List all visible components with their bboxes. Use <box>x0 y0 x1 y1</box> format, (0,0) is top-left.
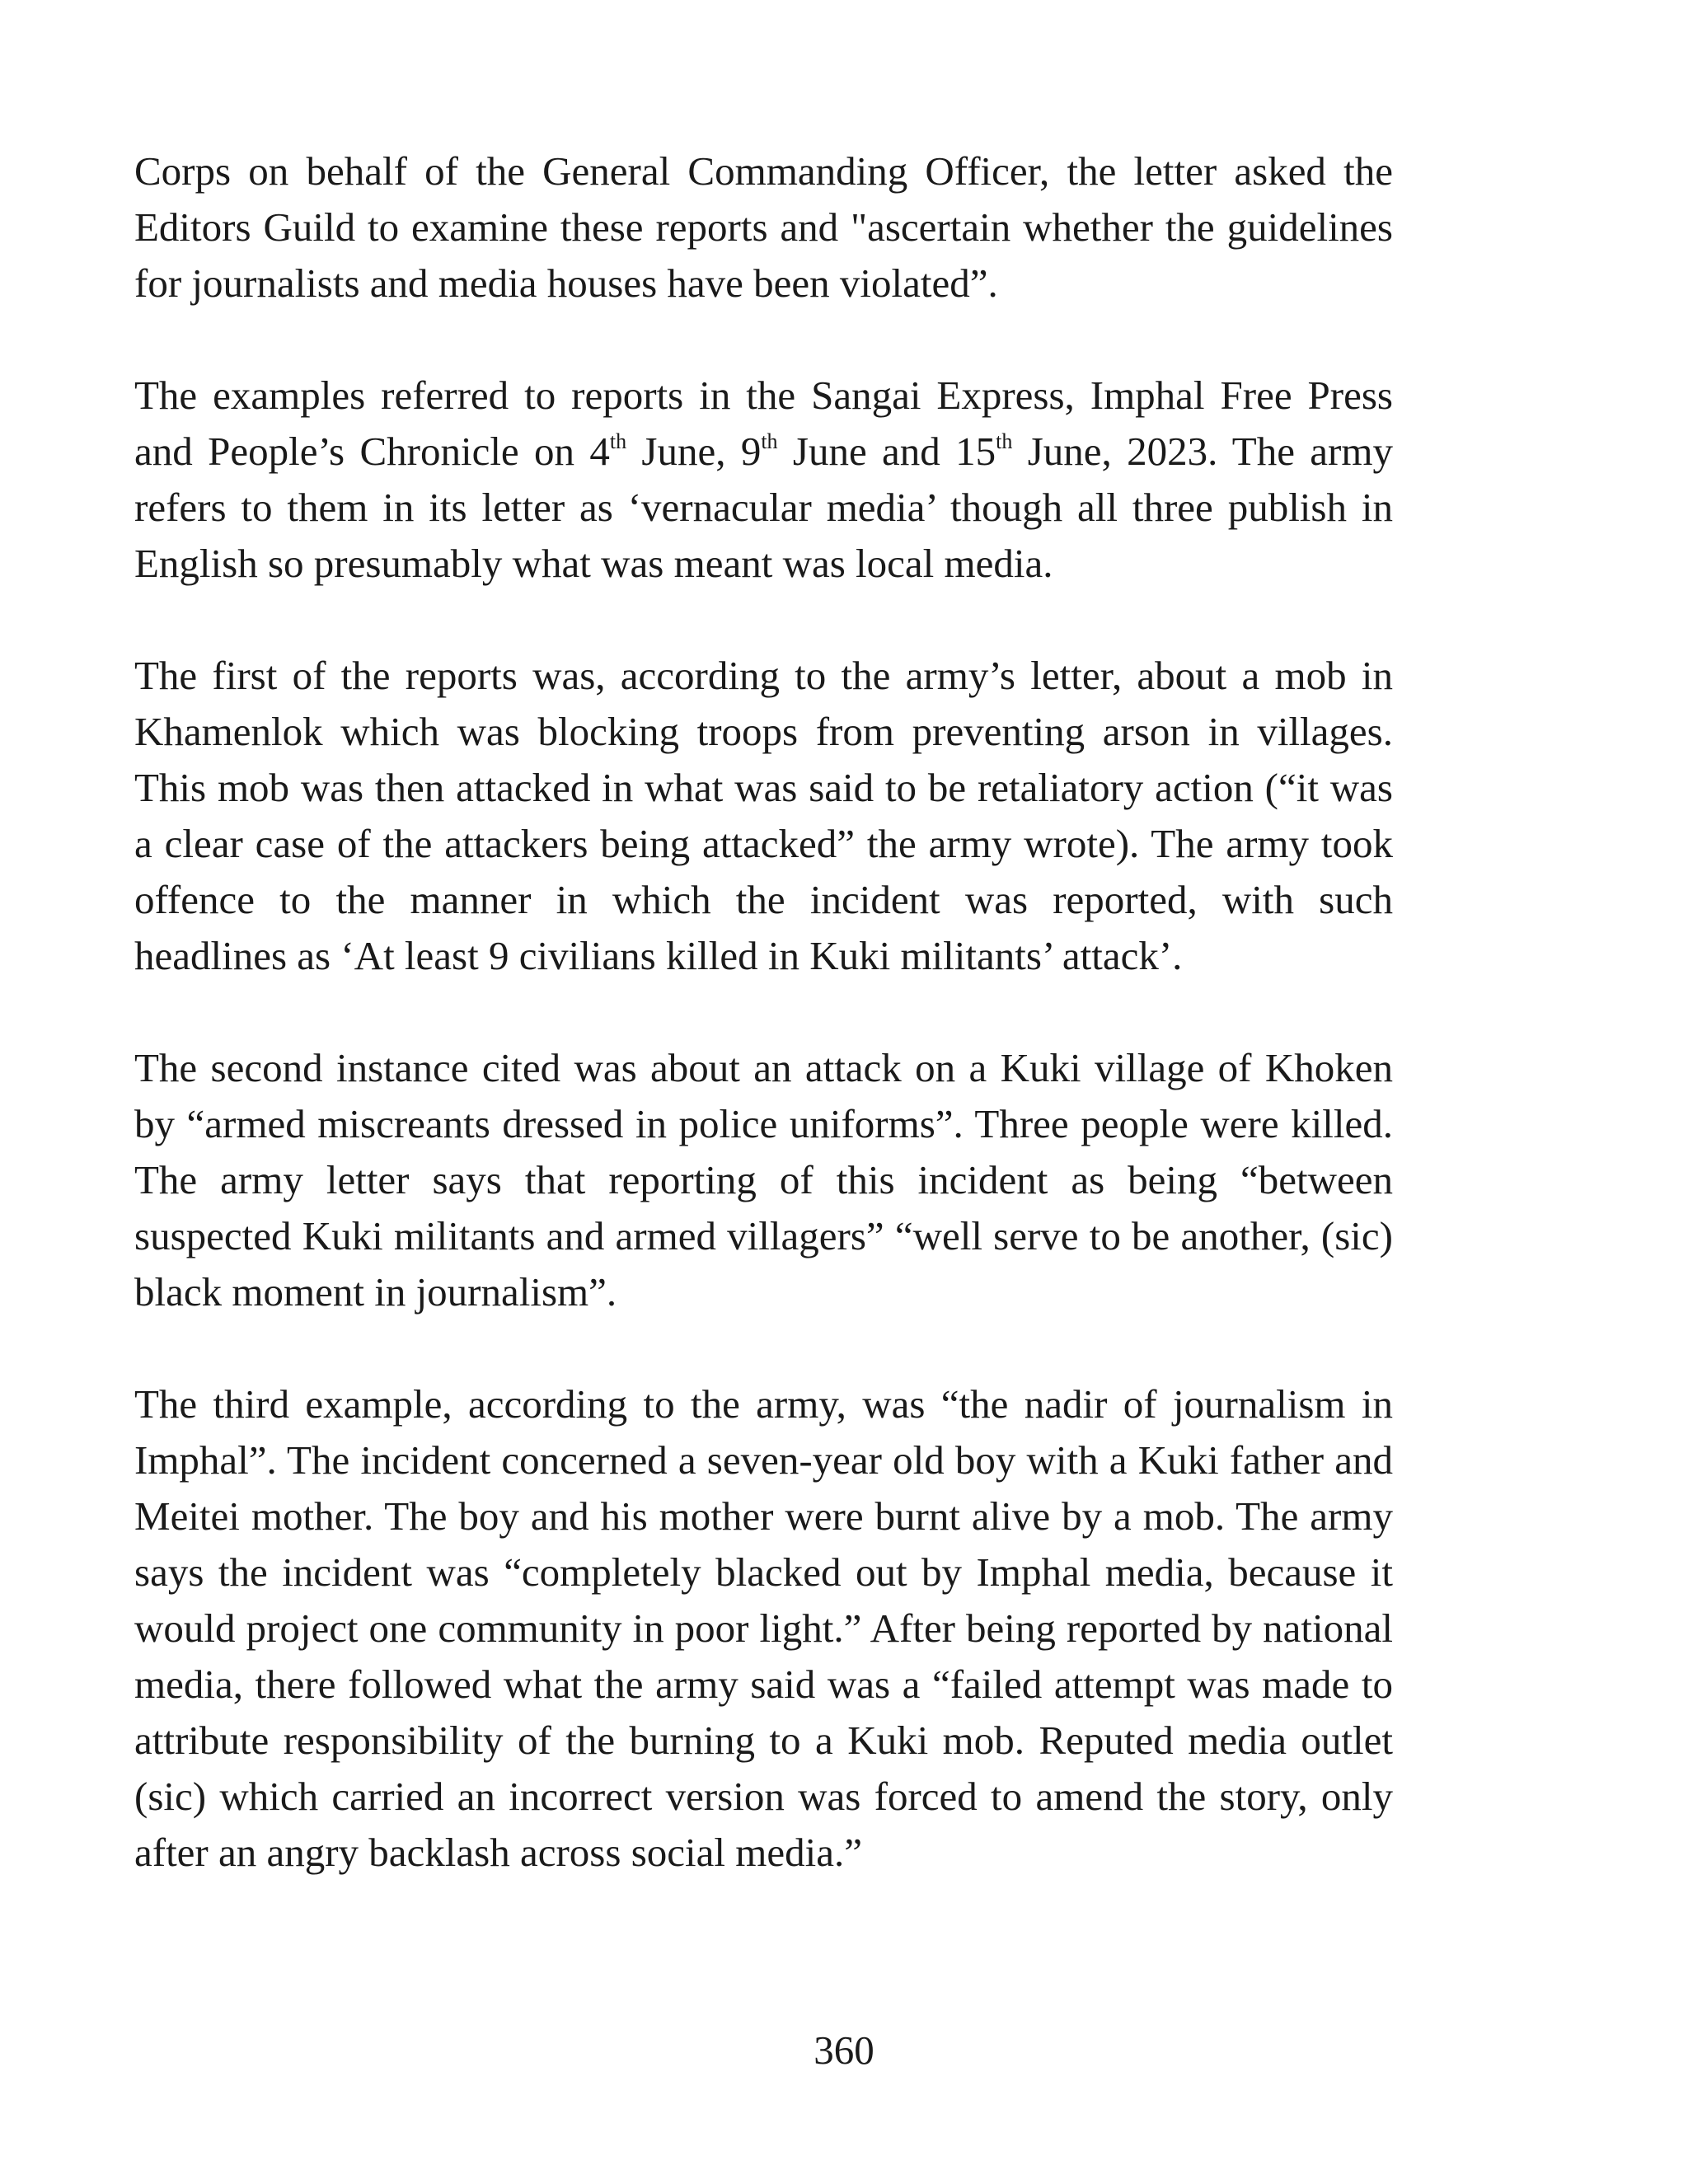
paragraph-4: The second instance cited was about an attack on a Kuki village of Khoken by “armed miscreants dressed in police uniforms”. Three people were killed. The army letter says that reporting of this incident as being “between suspected Kuki militants and armed villagers” “well serve to be another, (sic) black moment in journalism”. <box>134 1045 1393 1315</box>
paragraph-3: The first of the reports was, according to the army’s letter, about a mob in Khamenlok which was blocking troops from preventing arson in villages. This mob was then attacked in what was said to be retaliatory action (“it was a clear case of the attackers being attacked” the army wrote). The army took offence to the manner in which the incident was reported, with such headlines as ‘At least 9 civilians killed in Kuki militants’ attack’. <box>134 653 1393 978</box>
paragraph-2-text-a: The examples referred to reports in the Sangai Express, Imphal Free Press and People’s Chronicle on 4 <box>134 373 1393 474</box>
paragraph-2-text-c: June and 15 <box>777 429 996 474</box>
ordinal-suffix: th <box>761 429 778 453</box>
ordinal-suffix: th <box>609 429 627 453</box>
paragraph-5: The third example, according to the army, was “the nadir of journalism in Imphal”. The incident concerned a seven-year old boy with a Kuki father and Meitei mother. The boy and his mother were burnt alive by a mob. The army says the incident was “completely blacked out by Imphal media, because it would project one community in poor light.” After being reported by national media, there followed what the army said was a “failed attempt was made to attribute responsibility of the burning to a Kuki mob. Reputed media outlet (sic) which carried an incorrect version was forced to amend the story, only after an angry backlash across social media.” <box>134 1381 1393 1875</box>
paragraph-2-text-b: June, 9 <box>626 429 762 474</box>
paragraph-2 <box>134 368 1393 592</box>
page-number: 360 <box>814 2027 874 2073</box>
page-body <box>134 143 1393 1937</box>
paragraph-2-text-d: June, 2023. The army refers to them in its letter as ‘vernacular media’ though all three publish in English so presumably what was meant was local media. <box>134 429 1393 586</box>
ordinal-suffix: th <box>996 429 1013 453</box>
paragraph-1: Corps on behalf of the General Commanding Officer, the letter asked the Editors Guild to examine these reports and "ascertain whether the guidelines for journalists and media houses have been violated”. <box>134 148 1393 306</box>
